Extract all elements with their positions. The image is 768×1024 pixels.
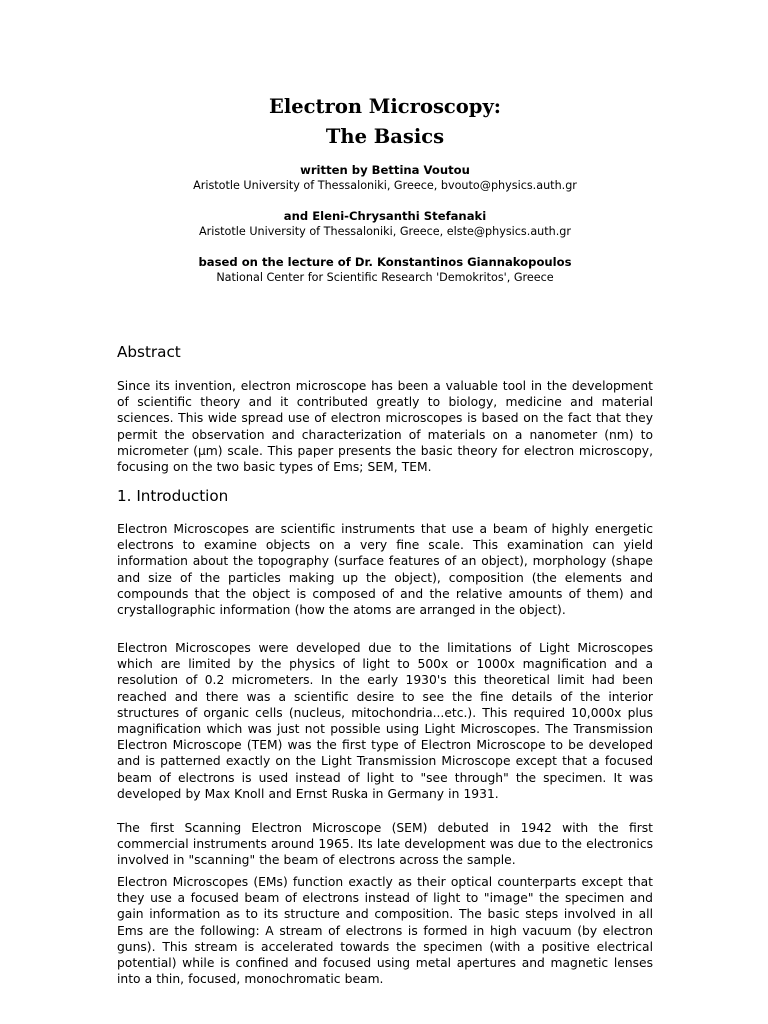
author-affiliation: National Center for Scientific Research 'Demokritos', Greece bbox=[216, 271, 554, 284]
abstract-heading: Abstract bbox=[117, 343, 181, 361]
intro-paragraph: Electron Microscopes (EMs) function exactly as their optical counterparts except that they use a focused beam of electrons instead of light to "image" the specimen and gain information as to its structure and composition. The basic steps involved in all Ems are the following: A stream of electrons is formed in high vacuum (by electron guns). This stream is accelerated towards the specimen (with a positive electrical potential) while is confined and focused using metal apertures and magnetic lenses into a thin, focused, monochromatic beam. bbox=[117, 875, 653, 987]
title-line-1: Electron Microscopy: bbox=[269, 95, 501, 118]
author-block bbox=[117, 162, 653, 193]
introduction-heading: 1. Introduction bbox=[117, 487, 229, 505]
author-block bbox=[117, 208, 653, 239]
author-affiliation: Aristotle University of Thessaloniki, Greece, elste@physics.auth.gr bbox=[198, 225, 572, 238]
intro-paragraph: Electron Microscopes are scientific instruments that use a beam of highly energetic electrons to examine objects on a very fine scale. This examination can yield information about the topography (surface features of an object), morphology (shape and size of the particles making up the object), composition (the elements and compounds that the object is composed of and the relative amounts of them) and crystallographic information (how the atoms are arranged in the object). bbox=[117, 522, 653, 618]
intro-paragraph: Electron Microscopes were developed due to the limitations of Light Microscopes which are limited by the physics of light to 500x or 1000x magnification and a resolution of 0.2 micrometers. In the early 1930's this theoretical limit had been reached and there was a scientific desire to see the fine details of the interior structures of organic cells (nucleus, mitochondria...etc.). This required 10,000x plus magnification which was just not possible using Light Microscopes. The Transmission Electron Microscope (TEM) was the first type of Electron Microscope to be developed and is patterned exactly on the Light Transmission Microscope except that a focused beam of electrons is used instead of light to "see through" the specimen. It was developed by Max Knoll and Ernst Ruska in Germany in 1931. bbox=[117, 641, 653, 801]
author-name: and Eleni-Chrysanthi Stefanaki bbox=[283, 209, 487, 223]
abstract-text: Since its invention, electron microscope has been a valuable tool in the development of scientific theory and it contributed greatly to biology, medicine and material sciences. This wide spread use of electron microscopes is based on the fact that they permit the observation and characterization of materials on a nanometer (nm) to micrometer (μm) scale. This paper presents the basic theory for electron microscopy, focusing on the two basic types of Ems; SEM, TEM. bbox=[117, 379, 653, 475]
author-name: written by Bettina Voutou bbox=[300, 163, 470, 177]
intro-paragraph: The first Scanning Electron Microscope (SEM) debuted in 1942 with the first commercial instruments around 1965. Its late development was due to the electronics involved in "scanning" the beam of electrons across the sample. bbox=[117, 821, 653, 868]
paper-title bbox=[117, 92, 653, 152]
author-affiliation: Aristotle University of Thessaloniki, Greece, bvouto@physics.auth.gr bbox=[193, 179, 577, 192]
title-line-2: The Basics bbox=[325, 125, 445, 148]
author-list bbox=[117, 162, 653, 285]
author-block bbox=[117, 254, 653, 285]
author-name: based on the lecture of Dr. Konstantinos Giannakopoulos bbox=[198, 255, 572, 269]
